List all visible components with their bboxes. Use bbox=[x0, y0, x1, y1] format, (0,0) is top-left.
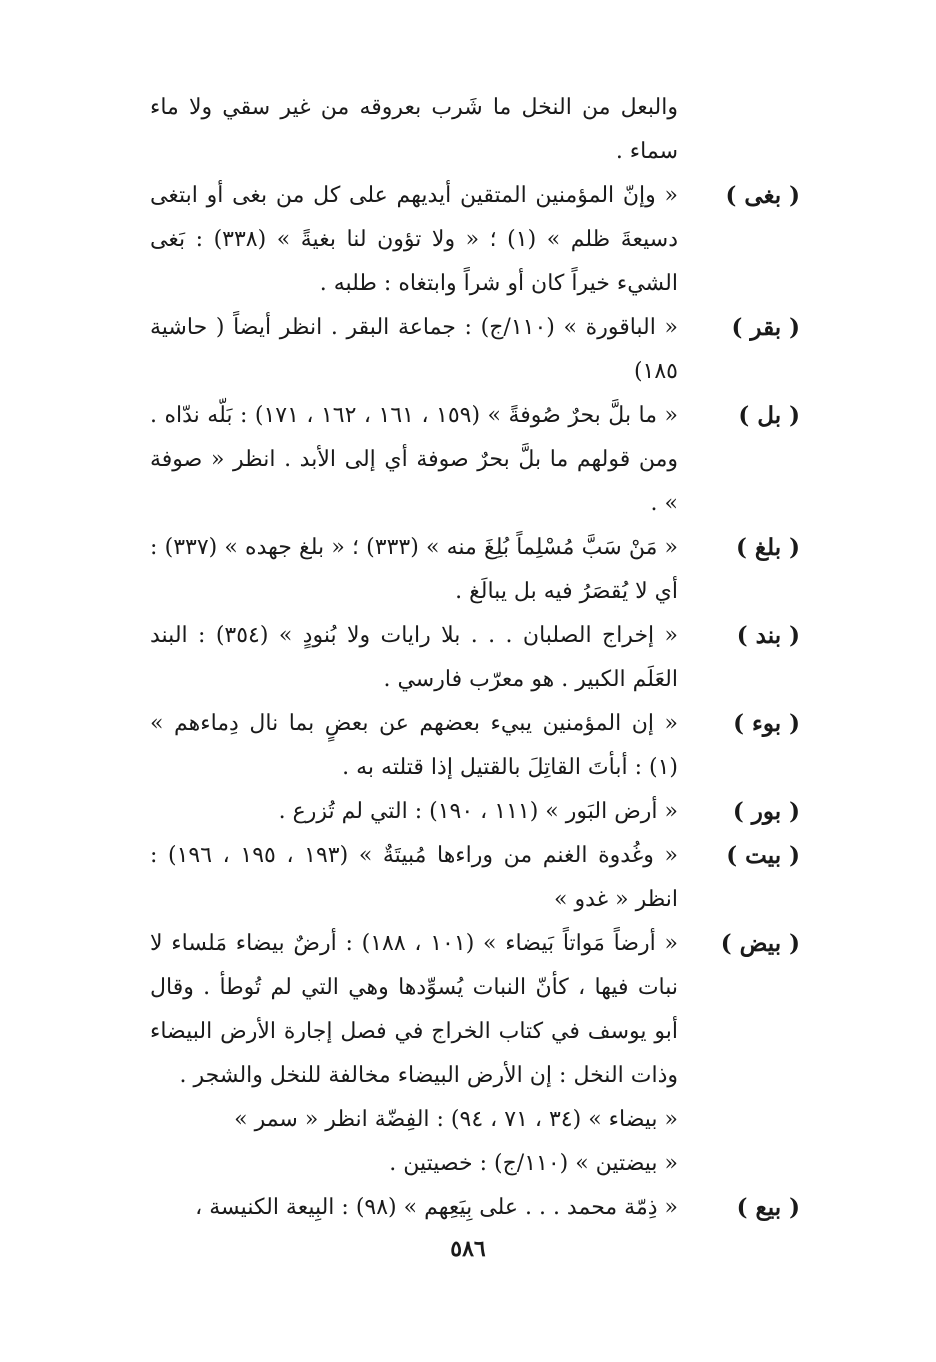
definition-subtext: « بيضتين » (١١٠/ج) : خصيتين . bbox=[389, 1151, 678, 1176]
definition-text: « مَنْ سَبَّ مُسْلِماً بُلِغَ منه » (٣٣٣) ؛ « بلغ جهده » (٣٣٧) : أي لا يُقصَرُ فيه بل يبالَغ . bbox=[150, 535, 678, 604]
glossary-entry-bay bbox=[150, 1186, 800, 1230]
entry-definition bbox=[150, 922, 678, 1186]
entry-root: ( بيض ) bbox=[720, 930, 800, 957]
glossary-entry-bayt bbox=[150, 834, 800, 922]
definition-text: « أرضاً مَواتاً بَيضاء » (١٠١ ، ١٨٨) : أرضٌ بيضاء مَلساء لا نبات فيها ، كأنّ النبات يُسوِّدها وهي التي لم تُوطأ . وقال أبو يوسف في كتاب الخراج في فصل إجارة الأرض البيضاء وذات النخل : إن الأرض البيضاء مخالفة للنخل والشجر . bbox=[150, 931, 678, 1088]
entry-root: ( بغى ) bbox=[725, 182, 800, 209]
definition-text: « إن المؤمنين يبيء بعضهم عن بعضٍ بما نال دِماءهم » (١) : أبأتَ القاتِلَ بالقتيل إذا قتلته به . bbox=[150, 711, 678, 780]
entry-root: ( بيع ) bbox=[736, 1194, 800, 1221]
entry-root: ( بل ) bbox=[738, 402, 800, 429]
glossary-entry-bagha bbox=[150, 174, 800, 306]
glossary-entry-bawr bbox=[150, 790, 800, 834]
definition-text: « أرض البَور » (١١١ ، ١٩٠) : التي لم تُزرع . bbox=[278, 799, 678, 824]
glossary-entry-bayd bbox=[150, 922, 800, 1186]
entry-root: ( بوء ) bbox=[733, 710, 800, 737]
glossary-content bbox=[150, 86, 800, 1230]
entry-definition bbox=[150, 790, 678, 834]
glossary-entry-bawa bbox=[150, 702, 800, 790]
glossary-entry-ball bbox=[150, 394, 800, 526]
entry-root: ( بقر ) bbox=[731, 314, 800, 341]
entry-root: ( بيت ) bbox=[726, 842, 800, 869]
glossary-entry-band bbox=[150, 614, 800, 702]
definition-text: « الباقورة » (١١٠/ج) : جماعة البقر . انظر أيضاً ( حاشية ١٨٥) bbox=[150, 315, 679, 384]
entry-definition bbox=[150, 614, 678, 702]
definition-text: « ما بلَّ بحرٌ صُوفةً » (١٥٩ ، ١٦١ ، ١٦٢ ، ١٧١) : بَلّه ندّاه . ومن قولهم ما بلَّ بحرٌ صوفة أي إلى الأبد . انظر « صوفة » . bbox=[150, 403, 678, 516]
definition-subtext: « بيضاء » (٣٤ ، ٧١ ، ٩٤) : الفِضّة انظر « سمر » bbox=[234, 1107, 678, 1132]
definition-text: « ذِمّة محمد . . . على بِيَعِهم » (٩٨) : البِيعة الكنيسة ، bbox=[195, 1195, 678, 1220]
entry-definition bbox=[150, 394, 678, 526]
entry-definition bbox=[150, 702, 678, 790]
page-number: ٥٨٦ bbox=[450, 1236, 486, 1262]
entry-definition bbox=[150, 86, 678, 174]
entry-definition bbox=[150, 174, 678, 306]
entry-root: ( بور ) bbox=[732, 798, 800, 825]
definition-text: « إخراج الصلبان . . . بلا رايات ولا بُنودٍ » (٣٥٤) : البند العَلَم الكبير . هو معرّب فارسي . bbox=[150, 623, 678, 692]
glossary-entry-continuation bbox=[150, 86, 800, 174]
entry-definition bbox=[150, 526, 678, 614]
definition-text: « وغُدوة الغنم من وراءها مُبيتَةٌ » (١٩٣ ، ١٩٥ ، ١٩٦) : انظر « غدو » bbox=[150, 843, 678, 912]
entry-root: ( بند ) bbox=[736, 622, 800, 649]
glossary-entry-baqar bbox=[150, 306, 800, 394]
entry-root: ( بلغ ) bbox=[735, 534, 800, 561]
entry-definition bbox=[150, 834, 678, 922]
definition-text: والبعل من النخل ما شَرب بعروقه من غير سقي ولا ماء سماء . bbox=[150, 95, 678, 164]
definition-text: « وإنّ المؤمنين المتقين أيديهم على كل من بغى أو ابتغى دسيعةَ ظلم » (١) ؛ « ولا تؤون لنا بغيةً » (٣٣٨) : بَغى الشيء خيراً كان أو شراً وابتغاه : طلبه . bbox=[150, 183, 678, 296]
glossary-entry-balagh bbox=[150, 526, 800, 614]
entry-definition bbox=[150, 306, 678, 394]
entry-definition bbox=[150, 1186, 678, 1230]
